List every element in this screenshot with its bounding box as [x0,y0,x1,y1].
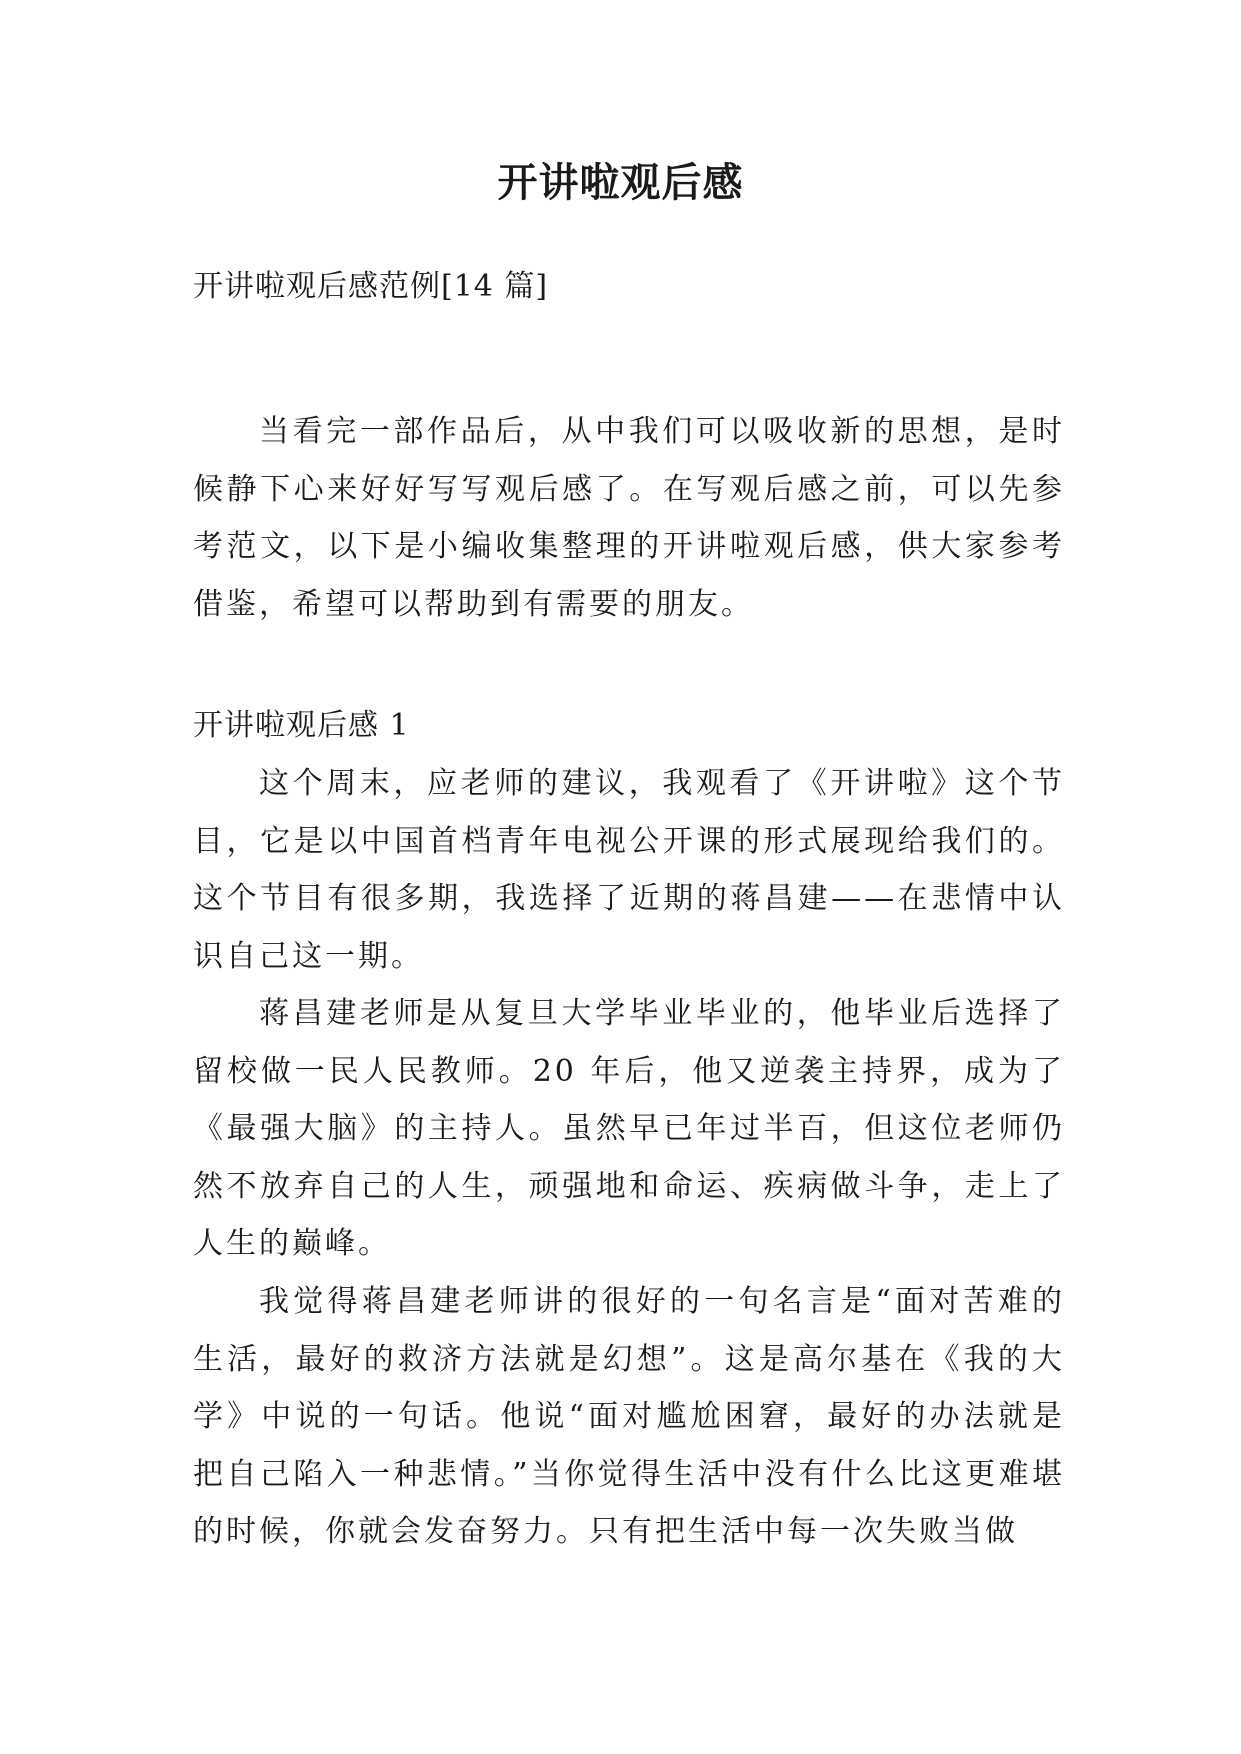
document-title: 开讲啦观后感 [497,160,744,206]
body-paragraph-2: 蒋昌建老师是从复旦大学毕业毕业的，他毕业后选择了留校做一民人民教师。20 年后，他又逆袭主持界，成为了《最强大脑》的主持人。虽然早已年过半百，但这位老师仍然不放弃自己的人生，顽强地和命运、疾病做斗争，走上了人生的巅峰。 [193,996,1065,1261]
section-heading: 开讲啦观后感 1 [193,708,410,743]
body-paragraph-3: 我觉得蒋昌建老师讲的很好的一句名言是“面对苦难的生活，最好的救济方法就是幻想”。这是高尔基在《我的大学》中说的一句话。他说“面对尴尬困窘，最好的办法就是把自己陷入一种悲情。”当你觉得生活中没有什么比这更难堪的时候，你就会发奋努力。只有把生活中每一次失败当做 [193,1284,1065,1549]
intro-paragraph: 当看完一部作品后，从中我们可以吸收新的思想，是时候静下心来好好写写观后感了。在写观后感之前，可以先参考范文，以下是小编收集整理的开讲啦观后感，供大家参考借鉴，希望可以帮助到有需要的朋友。 [193,414,1065,622]
body-paragraph-1: 这个周末，应老师的建议，我观看了《开讲啦》这个节目，它是以中国首档青年电视公开课的形式展现给我们的。这个节目有很多期，我选择了近期的蒋昌建——在悲情中认识自己这一期。 [193,766,1065,974]
document-subtitle: 开讲啦观后感范例[14 篇] [193,269,549,304]
